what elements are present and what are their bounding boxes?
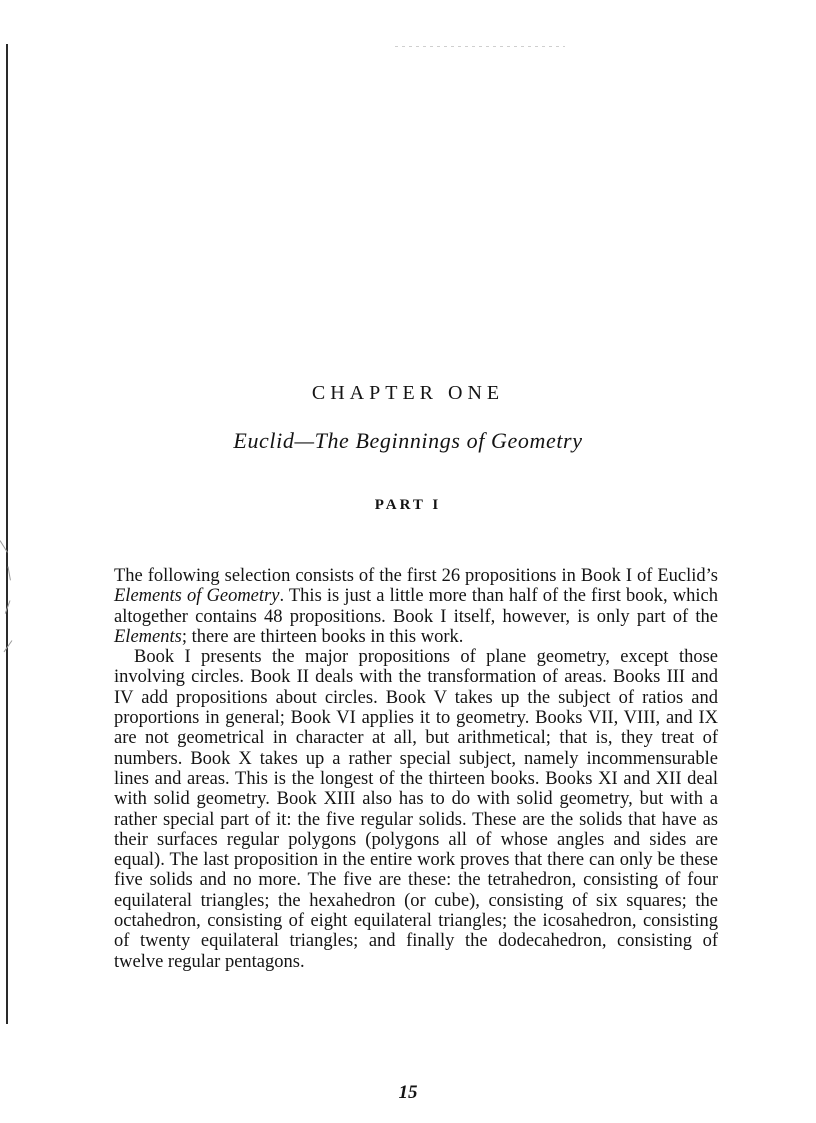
part-heading: PART I	[374, 497, 442, 513]
scan-artifact	[395, 46, 565, 47]
page-binding-edge	[6, 44, 8, 1024]
margin-mark	[8, 566, 11, 580]
book-title-emphasis: Elements of Geometry	[114, 586, 280, 607]
intro-text-segment: The following selection consists of the first 26 propositions in Book I of Euclid’s	[114, 566, 718, 586]
intro-paragraph	[114, 566, 718, 647]
chapter-heading: CHAPTER ONE	[311, 382, 505, 404]
page-number: 15	[398, 1082, 418, 1103]
book-title-emphasis: Elements	[114, 626, 182, 647]
books-overview-paragraph: Book I presents the major propositions of plane geometry, except those involving circles. Book II deals with the transformation of areas. Books III and IV add propositions about circles. Book V takes up the subject of ratios and proportions in general; Book VI applies it to geometry. Books VII, VIII, and IX are not geometrical in character at all, but arithmetical; that is, they treat of numbers. Book X takes up a rather special subject, namely incommensurable lines and areas. This is the longest of the thirteen books. Books XI and XII deal with solid geometry. Book XIII also has to do with solid geometry, but with a rather special part of it: the five regular solids. These are the solids that have as their surfaces regular polygons (polygons all of whose angles and sides are equal). The last proposition in the entire work proves that there can only be these five solids and no more. The five are these: the tetrahedron, consisting of four equilateral triangles; the hexahedron (or cube), consisting of six squares; the octahedron, consisting of eight equilateral triangles; the icosahedron, consisting of twenty equilateral triangles; and finally the dodecahedron, consisting of twelve regular pentagons.	[114, 647, 718, 972]
body-text	[114, 566, 718, 972]
intro-text-segment: ; there are thirteen books in this work.	[181, 626, 464, 647]
intro-text-segment: . This is just a little more than half of the first book, which altogether contains 48 propositions. Book I itself, however, is only part of the	[114, 586, 718, 627]
chapter-title: Euclid—The Beginnings of Geometry	[233, 428, 583, 453]
